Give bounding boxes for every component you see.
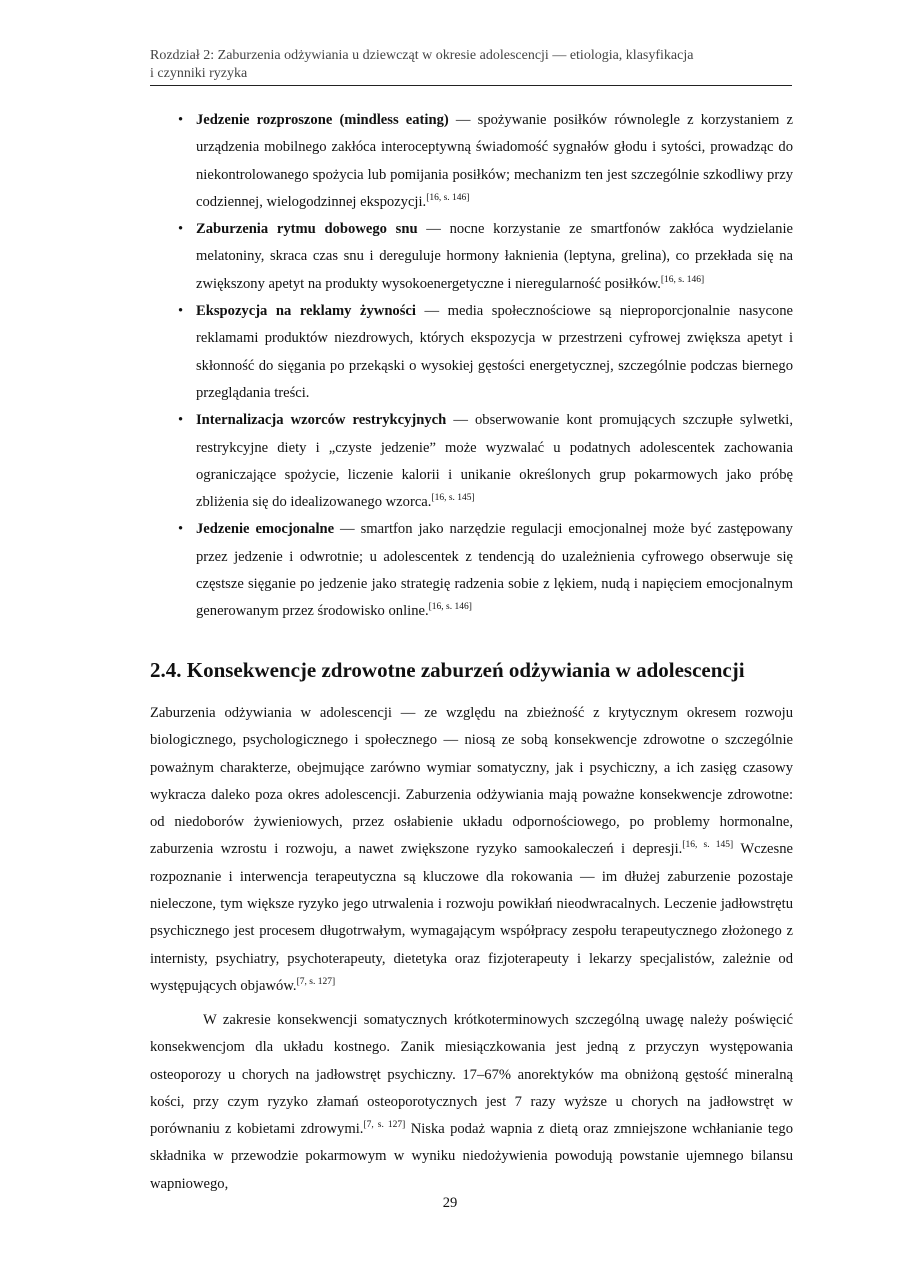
bullet-text: — obserwowanie kont promujących szczupłe sylwetki, restrykcyjne diety i „czyste jedzenie” może wyzwalać u podatnych adolescentek zachowania ograniczające spożycie, liczenie kalorii i unikanie określonych grup pokarmowych jako próbę zbliżenia się do idealizowanego wzorca. xyxy=(196,412,793,511)
citation: [16, s. 145] xyxy=(682,840,734,851)
section-heading: 2.4. Konsekwencje zdrowotne zaburzeń odżywiania w adolescencji xyxy=(150,658,745,682)
paragraph-text: Niska podaż wapnia z dietą oraz zmniejszone wchłanianie tego składnika w przewodzie pokarmowym w wyniku niedożywienia powodują powstanie ujemnego bilansu wapniowego, xyxy=(150,1121,794,1192)
running-header-line-2: i czynniki ryzyka xyxy=(150,66,248,81)
bullet-term: Zaburzenia rytmu dobowego snu xyxy=(196,221,418,238)
bullet-dot: • xyxy=(178,112,184,128)
bullet-list xyxy=(178,107,793,626)
running-header-line-1: Rozdział 2: Zaburzenia odżywiania u dziewcząt w okresie adolescencji — etiologia, klasyfikacja xyxy=(150,48,694,63)
paragraph-text: Wczesne rozpoznanie i interwencja terapeutyczna są kluczowe dla rokowania — im dłużej zaburzenie pozostaje nieleczone, tym większe ryzyko jego utrwalenia i rozwoju powikłań nieodwracalnych. Leczenie jadłowstrętu psychicznego jest procesem długotrwałym, wymagającym współpracy zespołu terapeutycznego złożonego z internisty, psychiatry, psychoterapeuty, dietetyka oraz fizjoterapeuty i lekarzy specjalistów, zależnie od występujących objawów. xyxy=(150,841,793,994)
citation: [16, s. 146] xyxy=(428,602,472,613)
bullet-term: Internalizacja wzorców restrykcyjnych xyxy=(196,412,447,429)
citation: [16, s. 146] xyxy=(426,192,470,203)
citation: [7, s. 127] xyxy=(296,976,336,987)
bullet-text: — media społecznościowe są nieproporcjonalnie nasycone reklamami produktów niezdrowych, których ekspozycja w przestrzeni cyfrowej zwiększa apetyt i skłonność do sięgania po przekąski o wysokiej gęstości energetycznej, szczególnie podczas biernego przeglądania treści. xyxy=(196,303,793,401)
citation: [7, s. 127] xyxy=(363,1120,406,1131)
bullet-dot: • xyxy=(178,303,184,320)
bullet-text: — nocne korzystanie ze smartfonów zakłóca wydzielanie melatoniny, skraca czas snu i dereguluje hormony łaknienia (leptyna, grelina), co przekłada się na zwiększony apetyt na produkty wysokoenergetyczne i nieregularność posiłków. xyxy=(196,221,793,292)
bullet-item xyxy=(178,407,793,516)
running-header xyxy=(150,47,792,83)
header-divider xyxy=(150,85,792,86)
paragraph-text: W zakresie konsekwencji somatycznych krótkoterminowych szczególną uwagę należy poświęcić konsekwencjom dla układu kostnego. Zanik miesiączkowania jest jedną z przyczyn występowania osteoporozy u chorych na jadłowstręt psychiczny. 17–67% anorektyków ma obniżoną gęstość mineralną kości, przy czym ryzyko złamań osteoporotycznych jest 7 razy wyższe u chorych na jadłowstręt w porównaniu z kobietami zdrowymi. xyxy=(150,1012,793,1138)
bullet-dot: • xyxy=(178,221,184,238)
body-paragraph xyxy=(150,1007,793,1198)
bullet-dot: • xyxy=(178,412,184,429)
bullet-dot: • xyxy=(178,521,184,538)
bullet-term: Jedzenie emocjonalne xyxy=(196,521,335,538)
paragraph-text: Zaburzenia odżywiania w adolescencji — ze względu na zbieżność z krytycznym okresem rozwoju biologicznego, psychologicznego i społecznego — niosą ze sobą konsekwencje zdrowotne o szczególnie poważnym charakterze, obejmujące zarówno wymiar somatyczny, jak i psychiczny, a ich zasięg czasowy wykracza daleko poza okres adolescencji. Zaburzenia odżywiania mają poważne konsekwencje zdrowotne: od niedoborów żywieniowych, przez osłabienie układu odpornościowego, po problemy hormonalne, zaburzenia wzrostu i rozwoju, a nawet zwiększone ryzyko samookaleczeń i depresji. xyxy=(150,705,793,858)
citation: [16, s. 146] xyxy=(660,274,705,285)
bullet-item xyxy=(178,107,793,216)
bullet-item xyxy=(178,298,793,407)
bullet-item xyxy=(178,216,793,298)
bullet-item xyxy=(178,516,793,625)
citation: [16, s. 145] xyxy=(431,493,475,504)
body-paragraph xyxy=(150,700,793,1000)
bullet-term: Jedzenie rozproszone (mindless eating) xyxy=(196,112,449,128)
bullet-text: — smartfon jako narzędzie regulacji emocjonalnej może być zastępowany przez jedzenie i odwrotnie; u adolescentek z tendencją do uzależnienia cyfrowego obserwuje się częstsze sięganie po jedzenie jako strategię radzenia sobie z lękiem, nudą i napięciem emocjonalnym generowanym przez środowisko online. xyxy=(196,521,793,620)
bullet-text: — spożywanie posiłków równolegle z korzystaniem z urządzenia mobilnego zakłóca interoceptywną świadomość sygnałów głodu i sytości, prowadząc do niekontrolowanego spożycia lub pomijania posiłków; mechanizm ten jest szczególnie szkodliwy przy codziennej, wielogodzinnej ekspozycji. xyxy=(196,112,793,210)
bullet-term: Ekspozycja na reklamy żywności xyxy=(196,303,416,320)
page-number: 29 xyxy=(442,1195,458,1211)
